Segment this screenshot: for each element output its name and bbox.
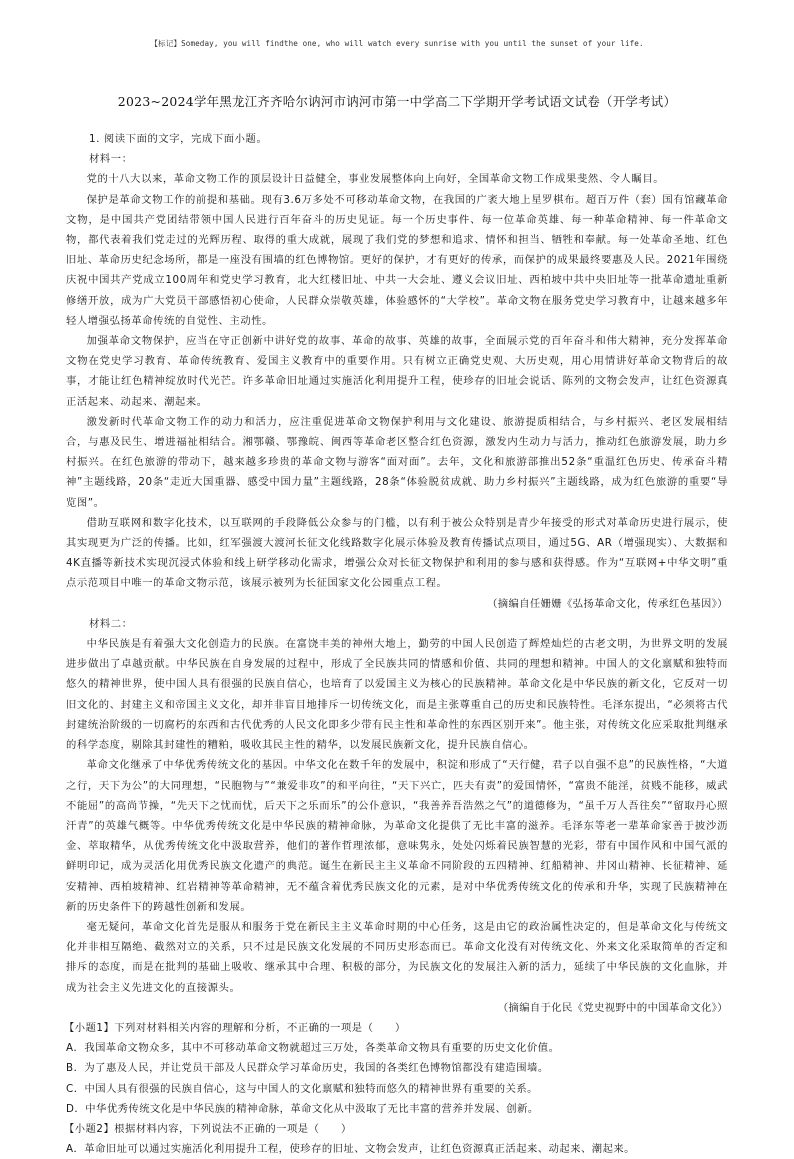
subquestion2-stem: 【小题2】根据材料内容，下列说法不正确的一项是（ ） — [64, 1122, 352, 1135]
material2-label: 材料二： — [89, 617, 133, 630]
header-motto: 【标记】Someday, you will findthe one, who will watch every sunrise with you until the sunset of your life. — [150, 39, 644, 48]
subquestion1-stem: 【小题1】下列对材料相关内容的理解和分析，不正确的一项是（ ） — [64, 1021, 406, 1034]
material2-source: （摘编自于化民《党史视野中的中国革命文化》） — [497, 1001, 728, 1014]
subquestion1-option-d: D．中华优秀传统文化是中华民族的精神命脉，革命文化从中汲取了无比丰富的营养并发展、创新。 — [66, 1102, 539, 1115]
material2-paragraph: 中华民族是有着强大文化创造力的民族。在富饶丰美的神州大地上，勤劳的中国人民创造了辉煌灿烂的古老文明，为世界文明的发展进步做出了卓越贡献。中华民族在自身发展的过程中，形成了全民族共同的情感和价值、共同的理想和精神。中国人的文化禀赋和独特而悠久的精神世界，使中国人具有很强的民族自信心，也培育了以爱国主义为核心的民族精神。革命文化是中华民族的新文化，它反对一切旧文化的、封建主义和帝国主义文化，却并非盲目地排斥一切传统文化，而是主张尊重自己的历史和民族特性。毛泽东提出，“必须将古代封建统治阶级的一切腐朽的东西和古代优秀的人民文化即多少带有民主性和革命性的东西区别开来”。他主张，对传统文化应采取批判继承的科学态度，剔除其封建性的糟粕，吸收其民主性的精华，以发展民族新文化，提升民族自信心。 — [66, 638, 728, 752]
subquestion1-option-a: A．我国革命文物众多，其中不可移动革命文物就超过三万处，各类革命文物具有重要的历史文化价值。 — [66, 1042, 560, 1055]
subquestion1-option-c: C．中国人具有很强的民族自信心，这与中国人的文化禀赋和独特而悠久的精神世界有重要的关系。 — [66, 1082, 538, 1095]
material1-paragraph: 加强革命文物保护，应当在守正创新中讲好党的故事、革命的故事、英雄的故事，全面展示党的百年奋斗和伟大精神，充分发挥革命文物在党史学习教育、革命传统教育、爱国主义教育中的重要作用。只有树立正确党史观、大历史观，用心用情讲好革命文物背后的故事，才能让红色精神绽放时代光芒。许多革命旧址通过实施活化利用提升工程，使珍存的旧址会说话、陈列的文物会发声，让红色资源真正活起来、动起来、潮起来。 — [66, 335, 728, 408]
material1-source: （摘编自任姗姗《弘扬革命文化，传承红色基因》） — [487, 597, 728, 610]
material1-paragraph: 党的十八大以来，革命文物工作的顶层设计日益健全，事业发展整体向上向好，全国革命文物工作成果斐然、令人瞩目。 — [86, 173, 665, 186]
material1-paragraph: 激发新时代革命文物工作的动力和活力，应注重促进革命文物保护利用与文化建设、旅游提质相结合，与乡村振兴、老区发展相结合，与惠及民生、增进福祉相结合。湘鄂赣、鄂豫皖、闽西等革命老区整合红色资源，激发内生动力与活力，推动红色旅游发展，助力乡村振兴。在红色旅游的带动下，越来越多珍贵的革命文物与游客“面对面”。去年，文化和旅游部推出52条“重温红色历史、传承奋斗精神”主题线路，20条“走近大国重器、感受中国力量”主题线路，28条“体验脱贫成就、助力乡村振兴”主题线路，成为红色旅游的重要“导览图”。 — [66, 415, 728, 509]
page-title: 2023~2024学年黑龙江齐齐哈尔讷河市讷河市第一中学高二下学期开学考试语文试卷（开学考试） — [117, 94, 677, 109]
material1-paragraph: 借助互联网和数字化技术，以互联网的手段降低公众参与的门槛，以有利于被公众特别是青少年接受的形式对革命历史进行展示，使其实现更为广泛的传播。比如，红军强渡大渡河长征文化线路数字化展示体验及教育传播试点项目，通过5G、AR（增强现实）、大数据和4K直播等新技术实现沉浸式体验和线上研学移动化需求，增强公众对长征文物保护和利用的参与感和获得感。作为“互联网+中华文明”重点示范项目中唯一的革命文物示范，该展示被列为长征国家文化公园重点工程。 — [66, 516, 728, 590]
subquestion1-option-b: B．为了惠及人民，并让党员干部及人民群众学习革命历史，我国的各类红色博物馆都没有建造围墙。 — [66, 1062, 549, 1075]
material2-paragraph: 革命文化继承了中华优秀传统文化的基因。中华文化在数千年的发展中，积淀和形成了“天行健，君子以自强不息”的民族性格，“大道之行，天下为公”的大同理想，“民胞物与”“兼爱非攻”的和平向往，“天下兴亡，匹夫有责”的爱国情怀，“富贵不能淫，贫贱不能移，威武不能屈”的高尚节操，“先天下之忧而忧，后天下之乐而乐”的公仆意识，“我善养吾浩然之气”的道德修为，“虽千万人吾往矣”“留取丹心照汗青”的英雄气概等。中华优秀传统文化是中华民族的精神命脉，为革命文化提供了无比丰富的滋养。毛泽东等老一辈革命家善于披沙沥金、萃取精华，从优秀传统文化中汲取营养，他们的著作哲理浓郁，意味隽永，处处闪烁着民族智慧的光彩，带有中国作风和中国气派的鲜明印记，成为灵活化用优秀民族文化遗产的典范。诞生在新民主主义革命不同阶段的五四精神、红船精神、井冈山精神、长征精神、延安精神、西柏坡精神、红岩精神等革命精神，无不蕴含着优秀民族文化的元素，是对中华优秀传统文化的传承和升华，实现了民族精神在新的历史条件下的跨越性创新和发展。 — [66, 759, 728, 913]
material1-label: 材料一： — [89, 153, 133, 166]
material1-paragraph: 保护是革命文物工作的前提和基础。现有3.6万多处不可移动革命文物，在我国的广袤大地上星罗棋布。超百万件（套）国有馆藏革命文物，是中国共产党团结带领中国人民进行百年奋斗的历史见证。每一个历史事件、每一位革命英雄、每一种革命精神、每一件革命文物，都代表着我们党走过的光辉历程、取得的重大成就，展现了我们党的梦想和追求、情怀和担当、牺牲和奉献。每一处革命圣地、红色旧址、革命历史纪念场所，都是一座没有围墙的红色博物馆。更好的保护，才有更好的传承，而保护的成果最终要惠及人民。2021年围绕庆祝中国共产党成立100周年和党史学习教育，北大红楼旧址、中共一大会址、遵义会议旧址、西柏坡中共中央旧址等一批革命遗址重新修缮开放，成为广大党员干部感悟初心使命，人民群众崇敬英雄，体验感怀的“大学校”。革命文物在服务党史学习教育中，让越来越多年轻人增强弘扬革命传统的自觉性、主动性。 — [66, 193, 728, 327]
question-heading: 1. 阅读下面的文字，完成下面小题。 — [89, 133, 268, 145]
subquestion2-option-a: A．革命旧址可以通过实施活化利用提升工程，使珍存的旧址、文物会发声，让红色资源真正活起来、动起来、潮起来。 — [66, 1143, 635, 1156]
question-content — [66, 129, 728, 1159]
material2-paragraph: 毫无疑问，革命文化首先是服从和服务于党在新民主主义革命时期的中心任务，这是由它的政治属性决定的，但是革命文化与传统文化并非相互隔绝、截然对立的关系，只不过是民族文化发展的不同历史形态而已。革命文化没有对传统文化、外来文化采取简单的否定和排斥的态度，而是在批判的基础上吸收、继承其中合理、积极的部分，为民族文化的发展注入新的活力，延续了中华民族的文化血脉，并成为社会主义先进文化的直接源头。 — [66, 920, 728, 994]
